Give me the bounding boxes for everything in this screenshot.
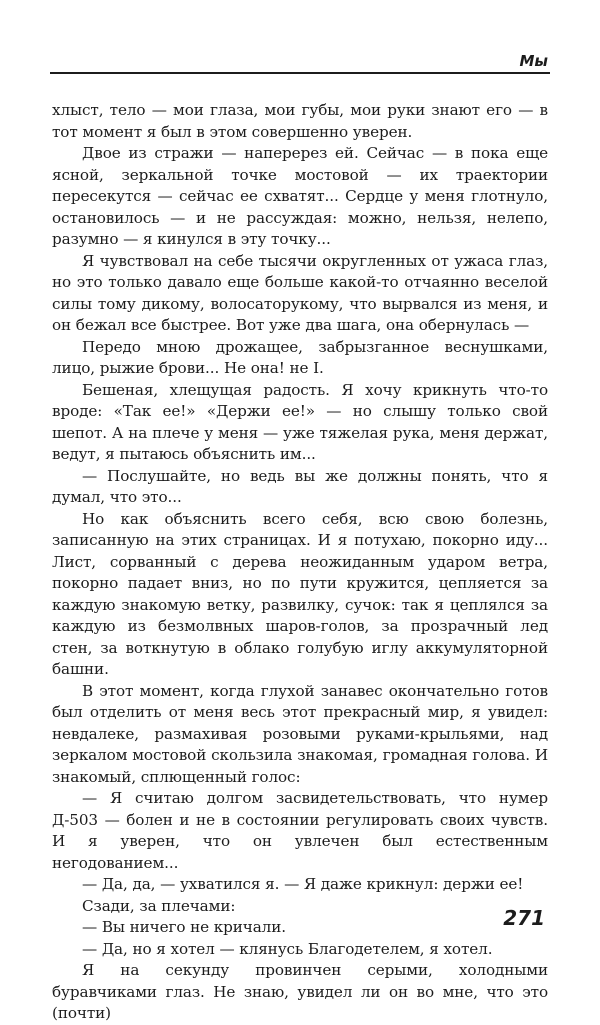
paragraph: Передо мною дрожащее, забрызганное веснушками, лицо, рыжие брови... Не она! не I. <box>52 337 548 377</box>
paragraph: Бешеная, хлещущая радость. Я хочу крикнуть что-то вроде: «Так ее!» «Держи ее!» — но слышу только свой шепот. А на плече у меня — уже тяжелая рука, меня держат, ведут, я пытаюсь объяснить им... <box>52 380 548 463</box>
paragraph: Но как объяснить всего себя, всю свою болезнь, записанную на этих страницах. И я потухаю, покорно иду... Лист, сорванный с дерева неожиданным ударом ветра, покорно падает вниз, но по пути кружится, цепляется за каждую знакомую ветку, развилку, сучок: так я цеплялся за каждую из безмолвных шаров-голов, за прозрачный лед стен, за воткнутую в облако голубую иглу аккумуляторной башни. <box>52 509 548 678</box>
paragraph: хлыст, тело — мои глаза, мои губы, мои руки знают его — в тот момент я был в этом совершенно уверен. <box>52 101 548 141</box>
paragraph: Я на секунду провинчен серыми, холодными буравчиками глаз. Не знаю, увидел ли он во мне, что это (почти) <box>52 961 548 1022</box>
header-divider <box>50 72 550 74</box>
paragraph: Я чувствовал на себе тысячи округленных от ужаса глаз, но это только давало еще больше какой-то отчаянно веселой силы тому дикому, волосаторукому, что вырвался из меня, и он бежал все быстрее. Вот уже два шага, она обернулась — <box>52 251 548 334</box>
running-header-title: Мы <box>519 52 548 70</box>
paragraph: — Вы ничего не кричали. <box>82 918 286 936</box>
paragraph: — Да, да, — ухватился я. — Я даже крикнул: держи ее! <box>82 875 524 893</box>
paragraph: Сзади, за плечами: <box>82 896 236 915</box>
paragraph: — Да, но я хотел — клянусь Благодетелем, я хотел. <box>82 939 493 958</box>
paragraph: — Я считаю долгом засвидетельствовать, что нумер Д-503 — болен и не в состоянии регулировать своих чувств. И я уверен, что он увлечен был естественным негодованием... <box>52 789 548 872</box>
page-body-text <box>52 100 548 1025</box>
paragraph: — Послушайте, но ведь вы же должны понять, что я думал, что это... <box>52 466 548 506</box>
paragraph: Двое из стражи — наперерез ей. Сейчас — в пока еще ясной, зеркальной точке мостовой — их траектории пересекутся — сейчас ее схватят... Сердце у меня глотнуло, остановилось — и не рассуждая: можно, нельзя, нелепо, разумно — я кинулся в эту точку... <box>52 144 548 248</box>
paragraph: В этот момент, когда глухой занавес окончательно готов был отделить от меня весь этот прекрасный мир, я увидел: невдалеке, размахивая розовыми руками-крыльями, над зеркалом мостовой скользила знакомая, громадная голова. И знакомый, сплющенный голос: <box>52 681 548 786</box>
page-number: 271 <box>503 906 545 930</box>
